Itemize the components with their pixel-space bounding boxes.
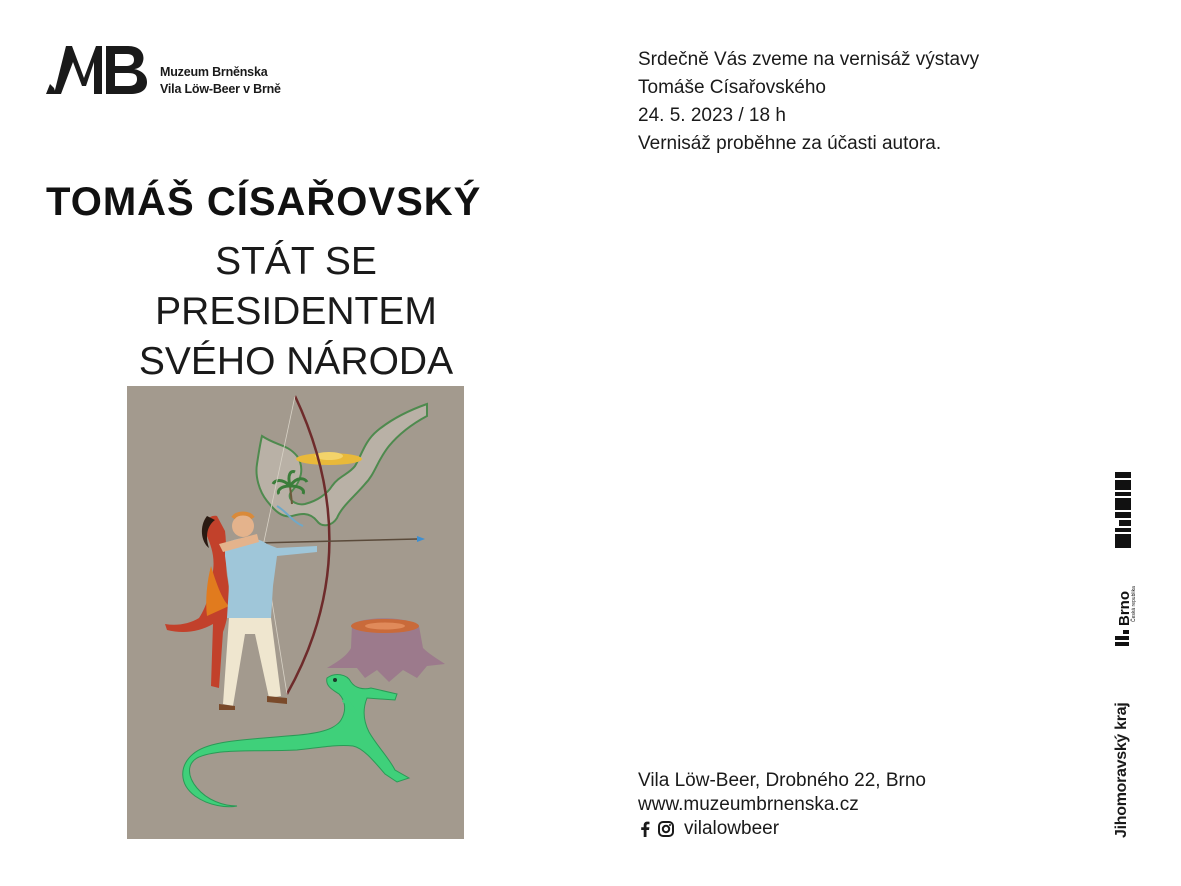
kraj-label: Jihomoravský kraj [1113, 702, 1130, 838]
exhibition-title-line-3: SVÉHO NÁRODA [138, 340, 454, 383]
exhibition-title-line-2: PRESIDENTEM [155, 290, 437, 333]
sponsor-logo-mk [1109, 472, 1135, 552]
artist-name: TOMÁŠ CÍSAŘOVSKÝ [46, 180, 482, 224]
brno-logo-icon [1109, 578, 1135, 650]
invitation-line-1: Srdečně Vás zveme na vernisáž výstavy [638, 49, 980, 70]
social-handle[interactable]: vilalowbeer [684, 818, 780, 839]
contact-block [638, 769, 926, 841]
museum-logo [46, 44, 316, 100]
invitation-text [638, 46, 979, 158]
exhibition-title-line-1: STÁT SE [215, 240, 377, 283]
address: Vila Löw-Beer, Drobného 22, Brno [638, 770, 926, 791]
logo-line-1: Muzeum Brněnska [160, 65, 268, 79]
invitation-line-4: Vernisáž proběhne za účasti autora. [638, 133, 942, 154]
invitation-date: 24. 5. 2023 / 18 h [638, 105, 786, 126]
mk-logo-icon [1109, 472, 1135, 552]
sponsor-logo-jmk [1109, 670, 1135, 838]
mb-logo-mark [46, 44, 150, 96]
painting-image [127, 386, 464, 839]
facebook-icon[interactable] [638, 821, 652, 837]
brno-label: Brno [1116, 591, 1133, 626]
social-row [638, 817, 926, 841]
instagram-icon[interactable] [658, 821, 674, 837]
website-link[interactable]: www.muzeumbrnenska.cz [638, 794, 859, 815]
sponsor-logo-brno [1109, 578, 1135, 650]
invitation-line-2: Tomáše Císařovského [638, 77, 826, 98]
brno-sub-label: Česká republika [1131, 586, 1137, 622]
logo-line-2: Vila Löw-Beer v Brně [160, 82, 281, 96]
